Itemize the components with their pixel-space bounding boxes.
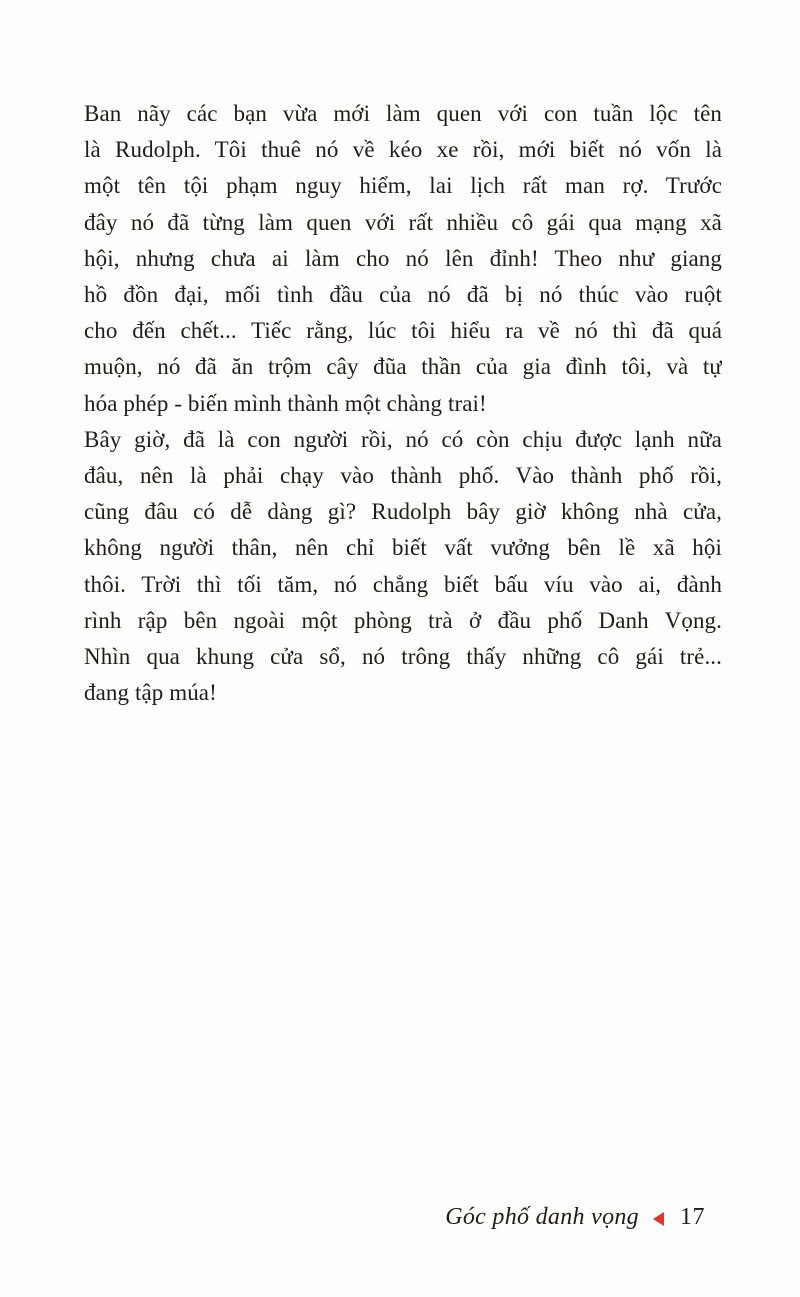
text-line: hồ đồn đại, mối tình đầu của nó đã bị nó thúc vào ruột xyxy=(84,282,722,308)
text-line: muộn, nó đã ăn trộm cây đũa thần của gia đình tôi, và tự xyxy=(84,354,722,380)
text-line: là Rudolph. Tôi thuê nó về kéo xe rồi, mới biết nó vốn là xyxy=(84,137,722,163)
paragraph xyxy=(84,422,722,712)
text-line: cho đến chết... Tiếc rằng, lúc tôi hiểu ra về nó thì đã quá xyxy=(84,318,722,344)
text-line: đâu, nên là phải chạy vào thành phố. Vào thành phố rồi, xyxy=(84,463,722,489)
text-line: Bây giờ, đã là con người rồi, nó có còn chịu được lạnh nữa xyxy=(84,426,722,452)
text-line: hội, nhưng chưa ai làm cho nó lên đỉnh! Theo như giang xyxy=(84,245,722,271)
text-line: Ban nãy các bạn vừa mới làm quen với con tuần lộc tên xyxy=(84,101,722,126)
text-line: cũng đâu có dễ dàng gì? Rudolph bây giờ không nhà cửa, xyxy=(84,499,722,525)
text-line: hóa phép - biến mình thành một chàng trai! xyxy=(84,390,487,416)
left-triangle-icon xyxy=(653,1212,664,1226)
paragraph xyxy=(84,96,722,422)
page-number: 17 xyxy=(680,1204,705,1230)
text-line: rình rập bên ngoài một phòng trà ở đầu phố Danh Vọng. xyxy=(84,607,722,633)
text-line: thôi. Trời thì tối tăm, nó chẳng biết bấu víu vào ai, đành xyxy=(84,571,722,597)
text-line: không người thân, nên chỉ biết vất vưởng bên lề xã hội xyxy=(84,535,722,561)
text-line: Nhìn qua khung cửa sổ, nó trông thấy những cô gái trẻ... xyxy=(84,644,722,670)
page-footer xyxy=(445,1201,705,1233)
book-title: Góc phố danh vọng xyxy=(445,1204,639,1230)
text-line: đang tập múa! xyxy=(84,680,217,706)
text-block xyxy=(84,96,722,711)
text-line: đây nó đã từng làm quen với rất nhiều cô gái qua mạng xã xyxy=(84,209,722,235)
text-line: một tên tội phạm nguy hiểm, lai lịch rất man rợ. Trước xyxy=(84,173,722,199)
